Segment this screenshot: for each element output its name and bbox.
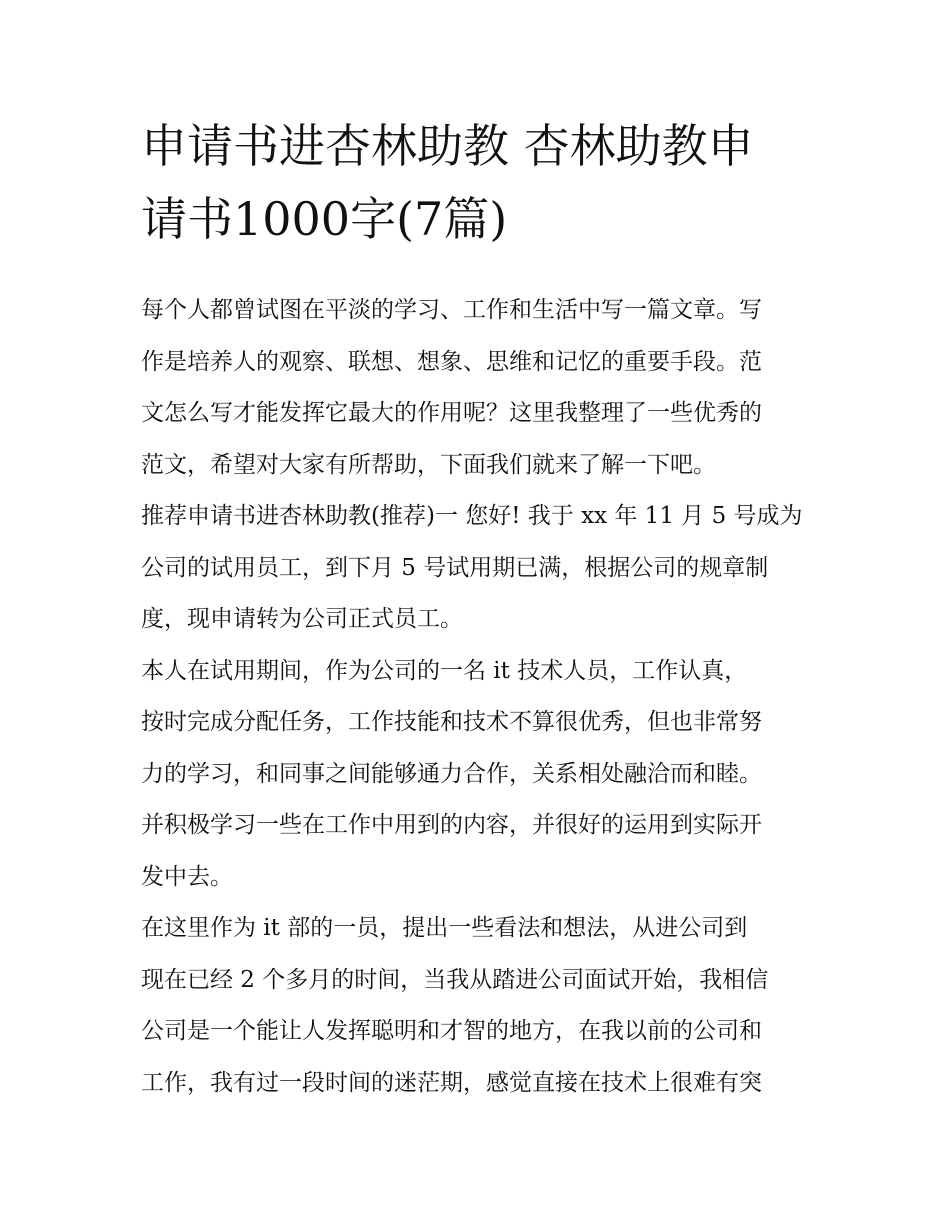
paragraph-it-department [141, 903, 813, 1109]
document-page [141, 110, 813, 1109]
text-line: 工作，我有过一段时间的迷茫期，感觉直接在技术上很难有突 [141, 1069, 762, 1096]
text-line: 力的学习，和同事之间能够通力合作，关系相处融洽而和睦。 [141, 760, 762, 787]
text-line: 文怎么写才能发挥它最大的作用呢？这里我整理了一些优秀的 [141, 400, 762, 426]
document-title [141, 110, 813, 256]
text-line: 本人在试用期间，作为公司的一名 it 技术人员，工作认真， [141, 657, 748, 684]
text-line: 推荐申请书进杏林助教(推荐)一 您好! 我于 xx 年 11 月 5 号成为 [141, 503, 803, 529]
paragraph-probation [141, 646, 813, 904]
text-line: 每个人都曾试图在平淡的学习、工作和生活中写一篇文章。写 [141, 297, 762, 323]
text-line: 在这里作为 it 部的一员，提出一些看法和想法，从进公司到 [141, 915, 748, 941]
text-line: 并积极学习一些在工作中用到的内容，并很好的运用到实际开 [141, 812, 762, 838]
text-line: 发中去。 [141, 863, 233, 890]
text-line: 现在已经 2 个多月的时间，当我从踏进公司面试开始，我相信 [141, 966, 769, 993]
title-line: 请书1000字(7篇) [141, 192, 508, 246]
text-line: 按时完成分配任务，工作技能和技术不算很优秀，但也非常努 [141, 709, 762, 735]
text-line: 范文，希望对大家有所帮助，下面我们就来了解一下吧。 [141, 451, 716, 478]
text-line: 公司是一个能让人发挥聪明和才智的地方，在我以前的公司和 [141, 1018, 762, 1044]
paragraph-intro [141, 285, 813, 491]
text-line: 作是培养人的观察、联想、想象、思维和记忆的重要手段。范 [141, 348, 762, 375]
text-line: 度，现申请转为公司正式员工。 [141, 606, 463, 632]
paragraph-recommendation [141, 491, 813, 646]
text-line: 公司的试用员工，到下月 5 号试用期已满，根据公司的规章制 [141, 554, 769, 581]
title-line: 申请书进杏林助教 杏林助教申 [141, 119, 754, 173]
